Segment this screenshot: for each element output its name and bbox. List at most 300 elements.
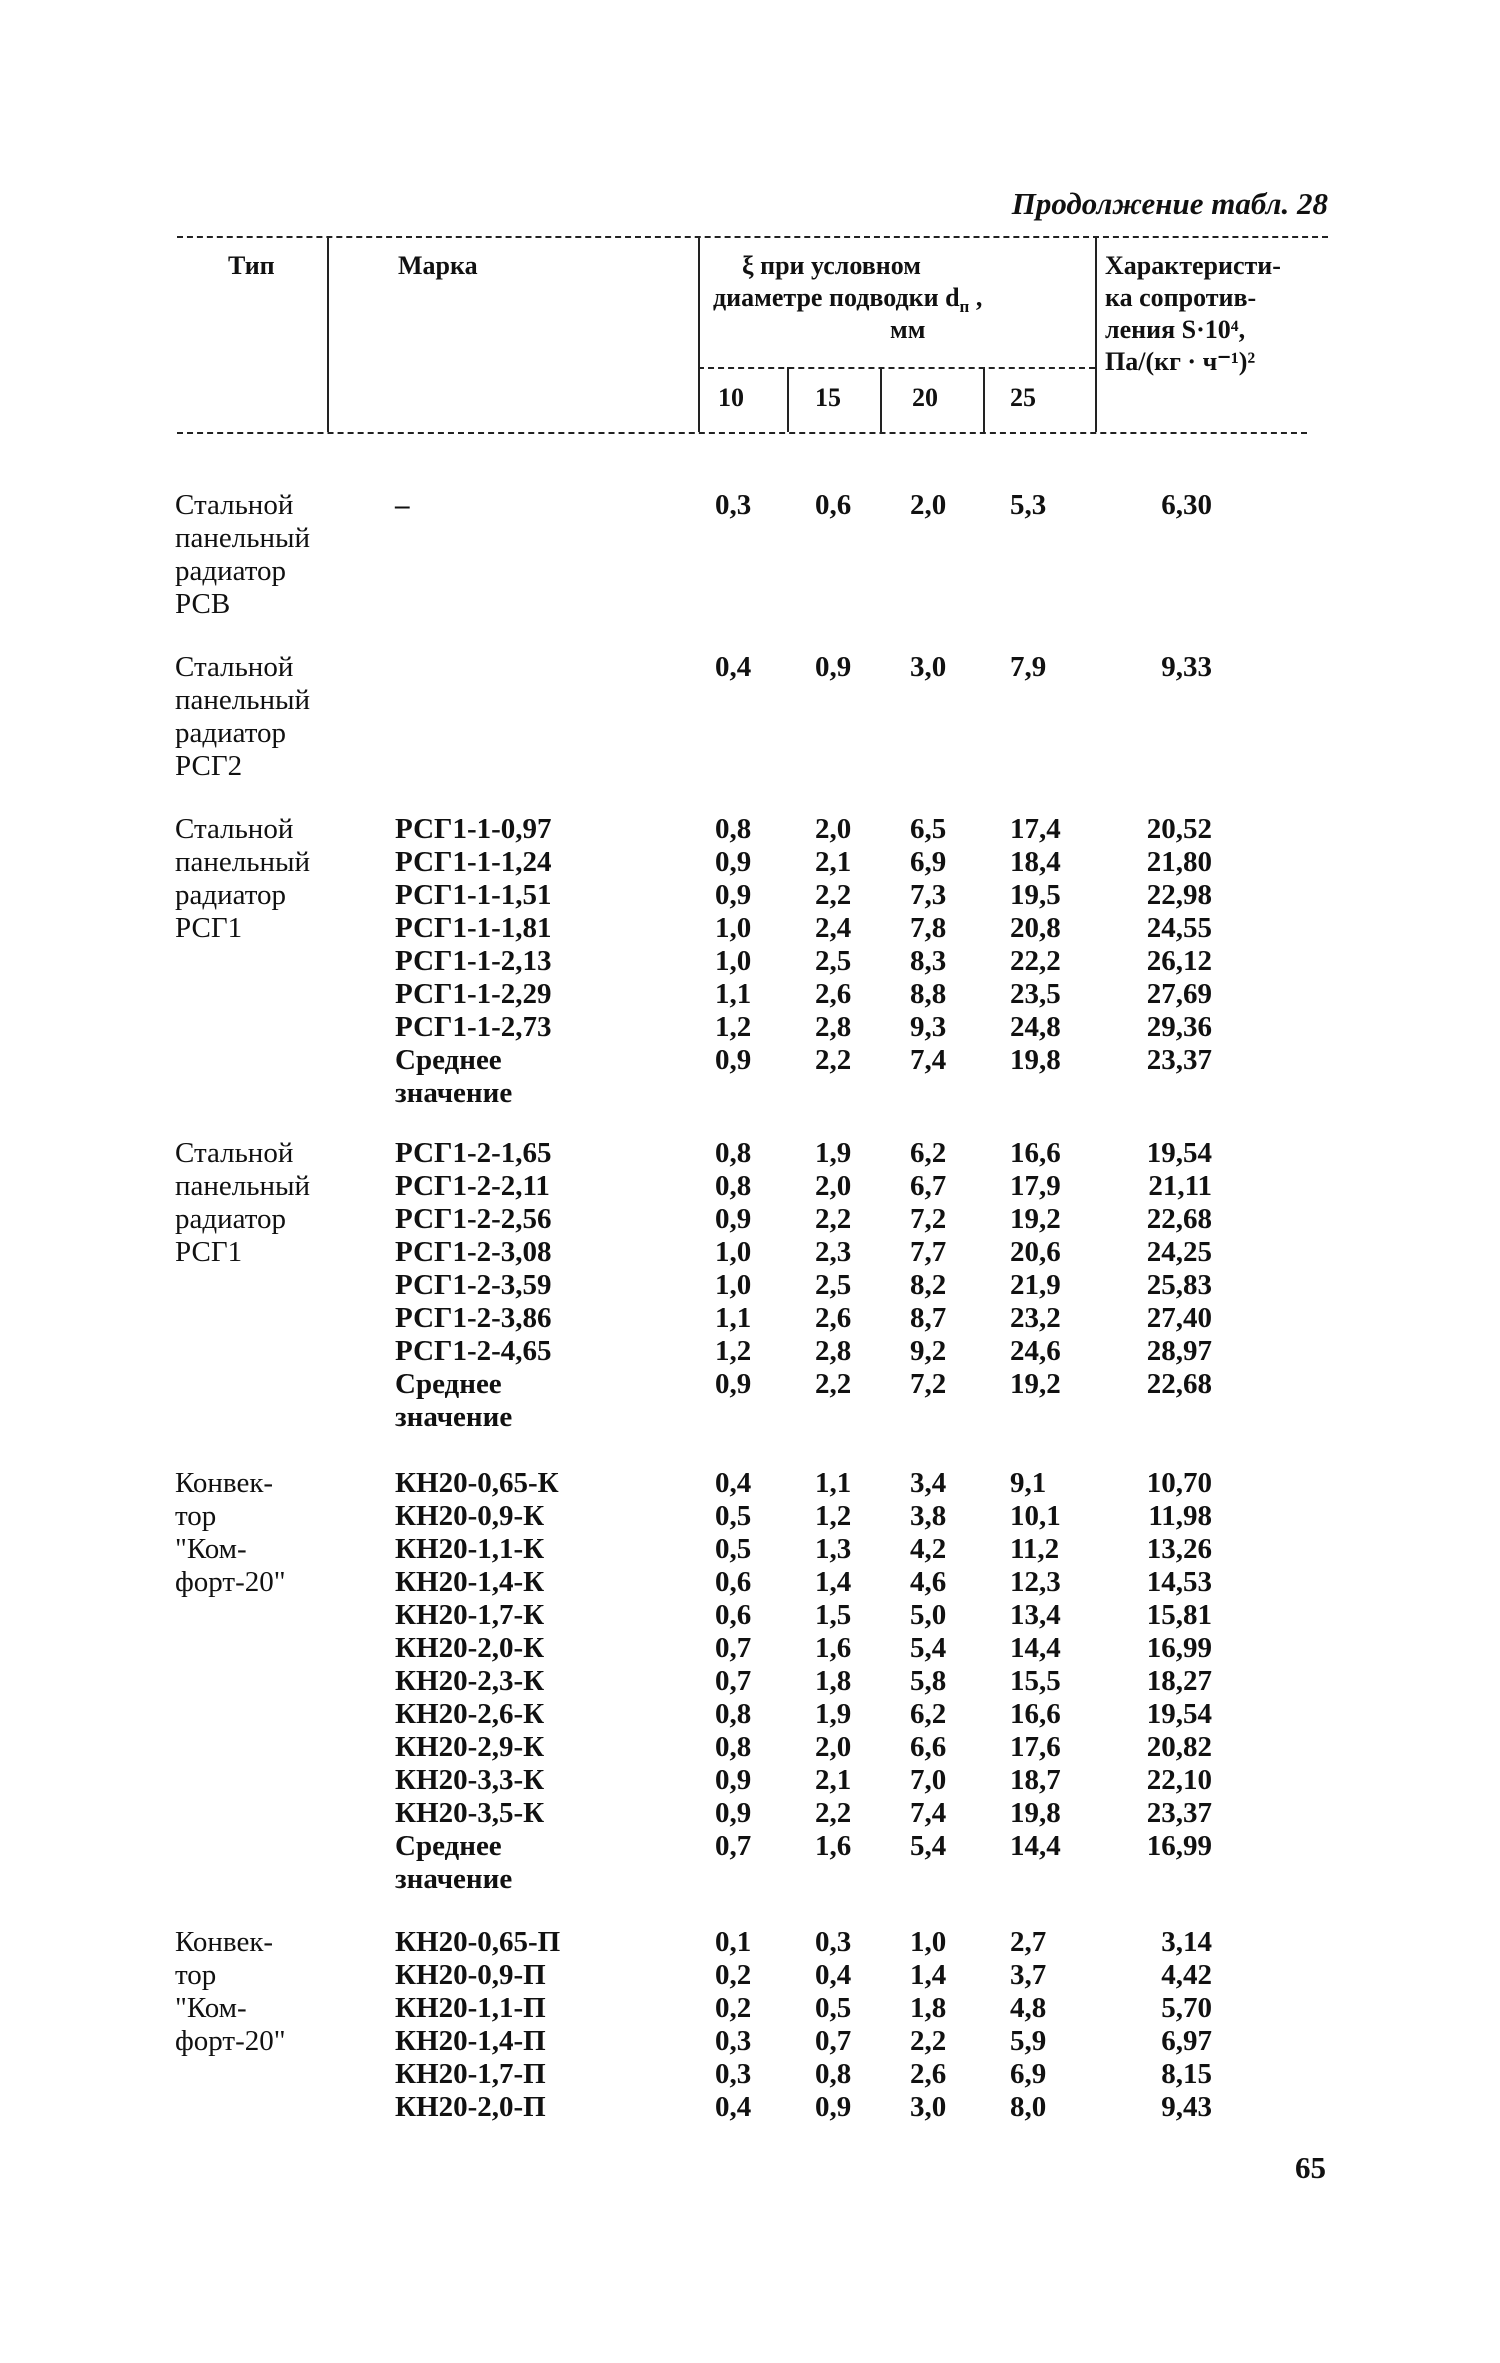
table-row [0,813,1500,846]
cell-marka: РСГ1-2-3,08 [395,1236,552,1268]
cell-xi-20: 4,2 [910,1533,947,1565]
cell-resistance: 9,43 [1161,2091,1212,2123]
cell-xi-20: 2,6 [910,2058,947,2090]
cell-resistance: 5,70 [1161,1992,1212,2024]
column-divider [327,236,329,432]
cell-xi-20: 9,2 [910,1335,947,1367]
cell-resistance: 27,40 [1146,1302,1212,1334]
type-label-line: панельный [175,1170,311,1202]
cell-resistance: 16,99 [1146,1830,1212,1862]
table-row [0,1401,1500,1434]
cell-marka: КН20-1,7-П [395,2058,546,2090]
cell-xi-25: 14,4 [1010,1632,1061,1664]
cell-marka: РСГ1-2-2,11 [395,1170,550,1202]
cell-marka: Среднее [395,1044,502,1076]
cell-xi-20: 6,5 [910,813,947,845]
cell-xi-15: 2,3 [815,1236,852,1268]
cell-xi-20: 8,8 [910,978,947,1010]
cell-xi-20: 9,3 [910,1011,947,1043]
cell-xi-25: 19,2 [1010,1203,1061,1235]
cell-xi-10: 0,5 [715,1533,752,1565]
table-row [0,1044,1500,1077]
cell-xi-20: 8,3 [910,945,947,977]
cell-xi-20: 2,2 [910,2025,947,2057]
cell-xi-10: 0,8 [715,1698,752,1730]
cell-xi-15: 2,6 [815,978,852,1010]
cell-resistance: 3,14 [1161,1926,1212,1958]
table-row [0,879,1500,912]
cell-xi-15: 2,1 [815,1764,852,1796]
table-row [0,1959,1500,1992]
cell-xi-10: 0,9 [715,1764,752,1796]
cell-resistance: 20,82 [1146,1731,1212,1763]
cell-xi-25: 23,2 [1010,1302,1061,1334]
cell-xi-25: 6,9 [1010,2058,1047,2090]
cell-xi-15: 2,2 [815,1044,852,1076]
cell-xi-25: 16,6 [1010,1137,1061,1169]
table-row [0,1926,1500,1959]
table-row [0,2058,1500,2091]
cell-xi-25: 24,6 [1010,1335,1061,1367]
cell-resistance: 18,27 [1146,1665,1212,1697]
cell-marka: КН20-2,3-К [395,1665,545,1697]
cell-xi-15: 0,8 [815,2058,852,2090]
cell-resistance: 23,37 [1146,1044,1212,1076]
cell-xi-10: 0,2 [715,1992,752,2024]
cell-resistance: 16,99 [1146,1632,1212,1664]
cell-marka: КН20-0,9-К [395,1500,545,1532]
cell-xi-25: 8,0 [1010,2091,1047,2123]
cell-resistance: 13,26 [1146,1533,1212,1565]
table-row [0,1566,1500,1599]
cell-xi-10: 1,1 [715,1302,752,1334]
cell-xi-10: 0,4 [715,651,752,683]
cell-xi-20: 2,0 [910,489,947,521]
cell-xi-25: 4,8 [1010,1992,1047,2024]
column-divider [698,236,700,432]
cell-xi-10: 1,0 [715,1269,752,1301]
table-row [0,1335,1500,1368]
cell-xi-20: 1,4 [910,1959,947,1991]
cell-xi-10: 0,8 [715,1731,752,1763]
table-row [0,1632,1500,1665]
cell-marka: КН20-1,4-К [395,1566,545,1598]
cell-xi-10: 0,1 [715,1926,752,1958]
cell-xi-10: 0,9 [715,1368,752,1400]
cell-xi-25: 16,6 [1010,1698,1061,1730]
type-label-line: радиатор [175,555,287,587]
cell-xi-20: 7,3 [910,879,947,911]
cell-xi-15: 2,6 [815,1302,852,1334]
cell-resistance: 23,37 [1146,1797,1212,1829]
type-label-line: Стальной [175,1137,294,1169]
header-bottom-rule [177,432,1307,434]
cell-xi-25: 12,3 [1010,1566,1061,1598]
type-label-line: радиатор [175,1203,287,1235]
header-diameter-25: 25 [1010,383,1036,412]
cell-marka: РСГ1-1-2,13 [395,945,552,977]
cell-marka: КН20-2,6-К [395,1698,545,1730]
cell-xi-10: 0,8 [715,1170,752,1202]
cell-xi-10: 0,6 [715,1566,752,1598]
cell-marka: РСГ1-1-2,29 [395,978,552,1010]
column-divider [787,367,789,432]
header-xi-line1: ξ при условном [742,251,921,280]
cell-xi-15: 0,5 [815,1992,852,2024]
cell-xi-20: 5,0 [910,1599,947,1631]
cell-xi-15: 2,4 [815,912,852,944]
type-label-line: радиатор [175,879,287,911]
cell-resistance: 24,55 [1146,912,1212,944]
cell-xi-15: 0,6 [815,489,852,521]
table-row [0,651,1500,684]
cell-marka: РСГ1-2-2,56 [395,1203,552,1235]
table-row [0,489,1500,522]
cell-xi-25: 19,2 [1010,1368,1061,1400]
header-xi-text: диаметре подводки d [713,283,960,312]
cell-xi-25: 24,8 [1010,1011,1061,1043]
table-row [0,1731,1500,1764]
cell-xi-15: 2,8 [815,1335,852,1367]
cell-xi-10: 0,9 [715,1203,752,1235]
cell-marka: РСГ1-1-2,73 [395,1011,552,1043]
cell-xi-20: 8,2 [910,1269,947,1301]
type-label-line: форт-20" [175,2025,286,2057]
cell-xi-20: 8,7 [910,1302,947,1334]
cell-xi-10: 0,9 [715,1044,752,1076]
cell-resistance: 22,98 [1146,879,1212,911]
cell-xi-10: 1,1 [715,978,752,1010]
type-label-line: Стальной [175,651,294,683]
cell-xi-20: 7,2 [910,1368,947,1400]
cell-xi-10: 1,2 [715,1335,752,1367]
cell-xi-10: 0,7 [715,1830,752,1862]
cell-marka: значение [395,1863,513,1895]
cell-xi-10: 1,0 [715,945,752,977]
cell-marka: РСГ1-2-3,59 [395,1269,552,1301]
cell-xi-15: 1,9 [815,1698,852,1730]
cell-xi-10: 0,9 [715,879,752,911]
column-divider [880,367,882,432]
table-row [0,1269,1500,1302]
table-row [0,1368,1500,1401]
cell-resistance: 21,11 [1148,1170,1212,1202]
cell-marka: РСГ1-1-1,51 [395,879,552,911]
table-row [0,1170,1500,1203]
table-row [0,2025,1500,2058]
cell-xi-25: 22,2 [1010,945,1061,977]
cell-marka: КН20-2,9-К [395,1731,545,1763]
table-row [0,978,1500,1011]
header-top-rule [177,236,1328,238]
table-row [0,1533,1500,1566]
cell-resistance: 15,81 [1146,1599,1212,1631]
type-label-line: РСВ [175,588,231,620]
cell-marka: КН20-1,7-К [395,1599,545,1631]
table-row [0,1698,1500,1731]
cell-marka: КН20-3,3-К [395,1764,545,1796]
cell-xi-15: 2,1 [815,846,852,878]
cell-marka: КН20-0,65-П [395,1926,561,1958]
header-diameter-10: 10 [718,383,744,412]
header-type: Тип [228,251,275,280]
cell-xi-25: 18,4 [1010,846,1061,878]
cell-xi-20: 1,0 [910,1926,947,1958]
header-char-line4: Па/(кг · ч⁻¹)² [1105,347,1256,376]
cell-xi-25: 11,2 [1010,1533,1060,1565]
cell-marka: значение [395,1401,513,1433]
cell-xi-15: 2,0 [815,813,852,845]
header-diameter-15: 15 [815,383,841,412]
cell-xi-20: 7,0 [910,1764,947,1796]
cell-xi-25: 5,9 [1010,2025,1047,2057]
type-label-line: форт-20" [175,1566,286,1598]
cell-xi-25: 17,6 [1010,1731,1061,1763]
header-sub-rule [698,367,1095,369]
cell-xi-15: 2,8 [815,1011,852,1043]
header-char-line3: ления S·10⁴, [1105,315,1246,344]
table-row [0,1764,1500,1797]
cell-xi-20: 3,4 [910,1467,947,1499]
cell-marka: КН20-1,1-К [395,1533,545,1565]
header-xi-subscript: п [959,297,970,317]
cell-xi-15: 2,0 [815,1731,852,1763]
cell-xi-10: 0,7 [715,1632,752,1664]
type-label-line: Конвек- [175,1926,274,1958]
cell-xi-25: 19,8 [1010,1797,1061,1829]
cell-xi-25: 7,9 [1010,651,1047,683]
cell-xi-15: 1,9 [815,1137,852,1169]
cell-resistance: 28,97 [1146,1335,1212,1367]
type-label-line: тор [175,1959,217,1991]
cell-marka: КН20-1,4-П [395,2025,546,2057]
cell-xi-20: 5,4 [910,1632,947,1664]
table-row [0,1599,1500,1632]
table-row [0,1500,1500,1533]
cell-xi-25: 9,1 [1010,1467,1047,1499]
cell-resistance: 29,36 [1146,1011,1212,1043]
type-label-line: РСГ1 [175,912,243,944]
type-label-line: панельный [175,684,311,716]
table-row [0,945,1500,978]
cell-xi-15: 2,2 [815,1203,852,1235]
cell-xi-15: 0,3 [815,1926,852,1958]
cell-xi-20: 6,6 [910,1731,947,1763]
page-number: 65 [1295,2150,1326,2185]
table-row [0,846,1500,879]
cell-xi-25: 5,3 [1010,489,1047,521]
table-row [0,1665,1500,1698]
table-row [0,1863,1500,1896]
table-row [0,1077,1500,1110]
cell-xi-25: 14,4 [1010,1830,1061,1862]
cell-xi-10: 1,2 [715,1011,752,1043]
cell-marka: РСГ1-2-3,86 [395,1302,552,1334]
cell-xi-15: 2,0 [815,1170,852,1202]
header-xi-line2: диаметре подводки $d_п$ , [713,283,983,317]
cell-marka: значение [395,1077,513,1109]
cell-xi-15: 2,5 [815,1269,852,1301]
cell-xi-25: 20,6 [1010,1236,1061,1268]
cell-xi-10: 0,2 [715,1959,752,1991]
cell-xi-15: 0,7 [815,2025,852,2057]
cell-marka: РСГ1-1-0,97 [395,813,552,845]
cell-xi-15: 2,2 [815,1368,852,1400]
cell-xi-25: 18,7 [1010,1764,1061,1796]
cell-resistance: 11,98 [1148,1500,1212,1532]
cell-xi-25: 2,7 [1010,1926,1047,1958]
cell-resistance: 8,15 [1161,2058,1212,2090]
cell-xi-10: 0,8 [715,1137,752,1169]
table-continuation-caption: Продолжение табл. 28 [1011,186,1328,221]
cell-xi-25: 21,9 [1010,1269,1061,1301]
cell-xi-10: 0,6 [715,1599,752,1631]
cell-marka: КН20-0,65-К [395,1467,559,1499]
cell-marka: КН20-2,0-К [395,1632,545,1664]
type-label-line: РСГ1 [175,1236,243,1268]
cell-xi-25: 23,5 [1010,978,1061,1010]
cell-xi-10: 0,8 [715,813,752,845]
cell-xi-10: 0,9 [715,846,752,878]
cell-resistance: 19,54 [1146,1137,1212,1169]
cell-xi-10: 0,3 [715,2058,752,2090]
cell-xi-25: 10,1 [1010,1500,1061,1532]
cell-resistance: 10,70 [1146,1467,1212,1499]
cell-xi-15: 1,1 [815,1467,852,1499]
cell-resistance: 9,33 [1161,651,1212,683]
cell-marka: РСГ1-1-1,24 [395,846,552,878]
cell-resistance: 6,97 [1161,2025,1212,2057]
cell-xi-15: 0,9 [815,2091,852,2123]
header-char-line1: Характеристи- [1105,251,1281,280]
cell-marka: Среднее [395,1368,502,1400]
cell-xi-25: 17,4 [1010,813,1061,845]
type-label-line: "Ком- [175,1533,247,1565]
cell-marka: КН20-1,1-П [395,1992,546,2024]
cell-marka: РСГ1-2-4,65 [395,1335,552,1367]
header-diameter-20: 20 [912,383,938,412]
cell-xi-15: 1,5 [815,1599,852,1631]
cell-marka: РСГ1-2-1,65 [395,1137,552,1169]
cell-xi-10: 0,5 [715,1500,752,1532]
cell-marka: РСГ1-1-1,81 [395,912,552,944]
cell-marka: КН20-2,0-П [395,2091,546,2123]
column-divider [983,367,985,432]
cell-resistance: 26,12 [1146,945,1212,977]
type-label-line: тор [175,1500,217,1532]
cell-xi-15: 2,2 [815,879,852,911]
cell-xi-20: 3,0 [910,2091,947,2123]
cell-xi-20: 4,6 [910,1566,947,1598]
type-label-line: РСГ2 [175,750,243,782]
cell-xi-25: 13,4 [1010,1599,1061,1631]
cell-xi-20: 6,2 [910,1137,947,1169]
header-xi-line3: мм [890,315,926,344]
table-row [0,1137,1500,1170]
cell-xi-10: 0,4 [715,2091,752,2123]
cell-xi-15: 1,3 [815,1533,852,1565]
cell-resistance: 4,42 [1161,1959,1212,1991]
cell-xi-25: 20,8 [1010,912,1061,944]
cell-xi-20: 7,2 [910,1203,947,1235]
table-row [0,1992,1500,2025]
cell-xi-10: 0,3 [715,489,752,521]
cell-xi-15: 1,6 [815,1830,852,1862]
cell-xi-20: 5,4 [910,1830,947,1862]
type-label-line: панельный [175,522,311,554]
cell-xi-20: 1,8 [910,1992,947,2024]
cell-xi-10: 0,7 [715,1665,752,1697]
cell-xi-25: 3,7 [1010,1959,1047,1991]
cell-xi-20: 7,4 [910,1797,947,1829]
cell-xi-20: 7,8 [910,912,947,944]
cell-resistance: 14,53 [1146,1566,1212,1598]
cell-xi-10: 0,3 [715,2025,752,2057]
cell-xi-15: 1,6 [815,1632,852,1664]
cell-resistance: 27,69 [1146,978,1212,1010]
cell-resistance: 22,68 [1146,1203,1212,1235]
cell-resistance: 6,30 [1161,489,1212,521]
cell-marka: КН20-3,5-К [395,1797,545,1829]
cell-xi-15: 2,2 [815,1797,852,1829]
cell-marka: – [395,489,410,521]
cell-xi-25: 19,8 [1010,1044,1061,1076]
cell-xi-10: 1,0 [715,1236,752,1268]
table-row [0,2091,1500,2124]
type-label-line: Стальной [175,813,294,845]
table-row [0,1467,1500,1500]
cell-xi-20: 6,9 [910,846,947,878]
cell-resistance: 22,10 [1146,1764,1212,1796]
header-marka: Марка [398,251,478,280]
cell-xi-20: 6,7 [910,1170,947,1202]
cell-xi-20: 3,8 [910,1500,947,1532]
cell-resistance: 25,83 [1146,1269,1212,1301]
cell-xi-15: 0,4 [815,1959,852,1991]
cell-xi-20: 5,8 [910,1665,947,1697]
cell-resistance: 19,54 [1146,1698,1212,1730]
cell-xi-15: 0,9 [815,651,852,683]
type-label-line: Стальной [175,489,294,521]
cell-marka: Среднее [395,1830,502,1862]
cell-xi-10: 0,9 [715,1797,752,1829]
table-row [0,1011,1500,1044]
cell-xi-10: 0,4 [715,1467,752,1499]
cell-marka: КН20-0,9-П [395,1959,546,1991]
cell-xi-25: 19,5 [1010,879,1061,911]
type-label-line: панельный [175,846,311,878]
table-row [0,1830,1500,1863]
cell-resistance: 24,25 [1146,1236,1212,1268]
cell-xi-10: 1,0 [715,912,752,944]
cell-xi-15: 1,8 [815,1665,852,1697]
cell-xi-25: 17,9 [1010,1170,1061,1202]
cell-resistance: 21,80 [1146,846,1212,878]
cell-xi-20: 3,0 [910,651,947,683]
cell-xi-20: 7,4 [910,1044,947,1076]
table-row [0,1302,1500,1335]
cell-xi-20: 6,2 [910,1698,947,1730]
cell-xi-20: 7,7 [910,1236,947,1268]
column-divider [1095,236,1097,432]
cell-xi-15: 1,4 [815,1566,852,1598]
table-row [0,1203,1500,1236]
type-label-line: "Ком- [175,1992,247,2024]
cell-xi-15: 2,5 [815,945,852,977]
cell-xi-15: 1,2 [815,1500,852,1532]
type-label-line: радиатор [175,717,287,749]
cell-resistance: 22,68 [1146,1368,1212,1400]
